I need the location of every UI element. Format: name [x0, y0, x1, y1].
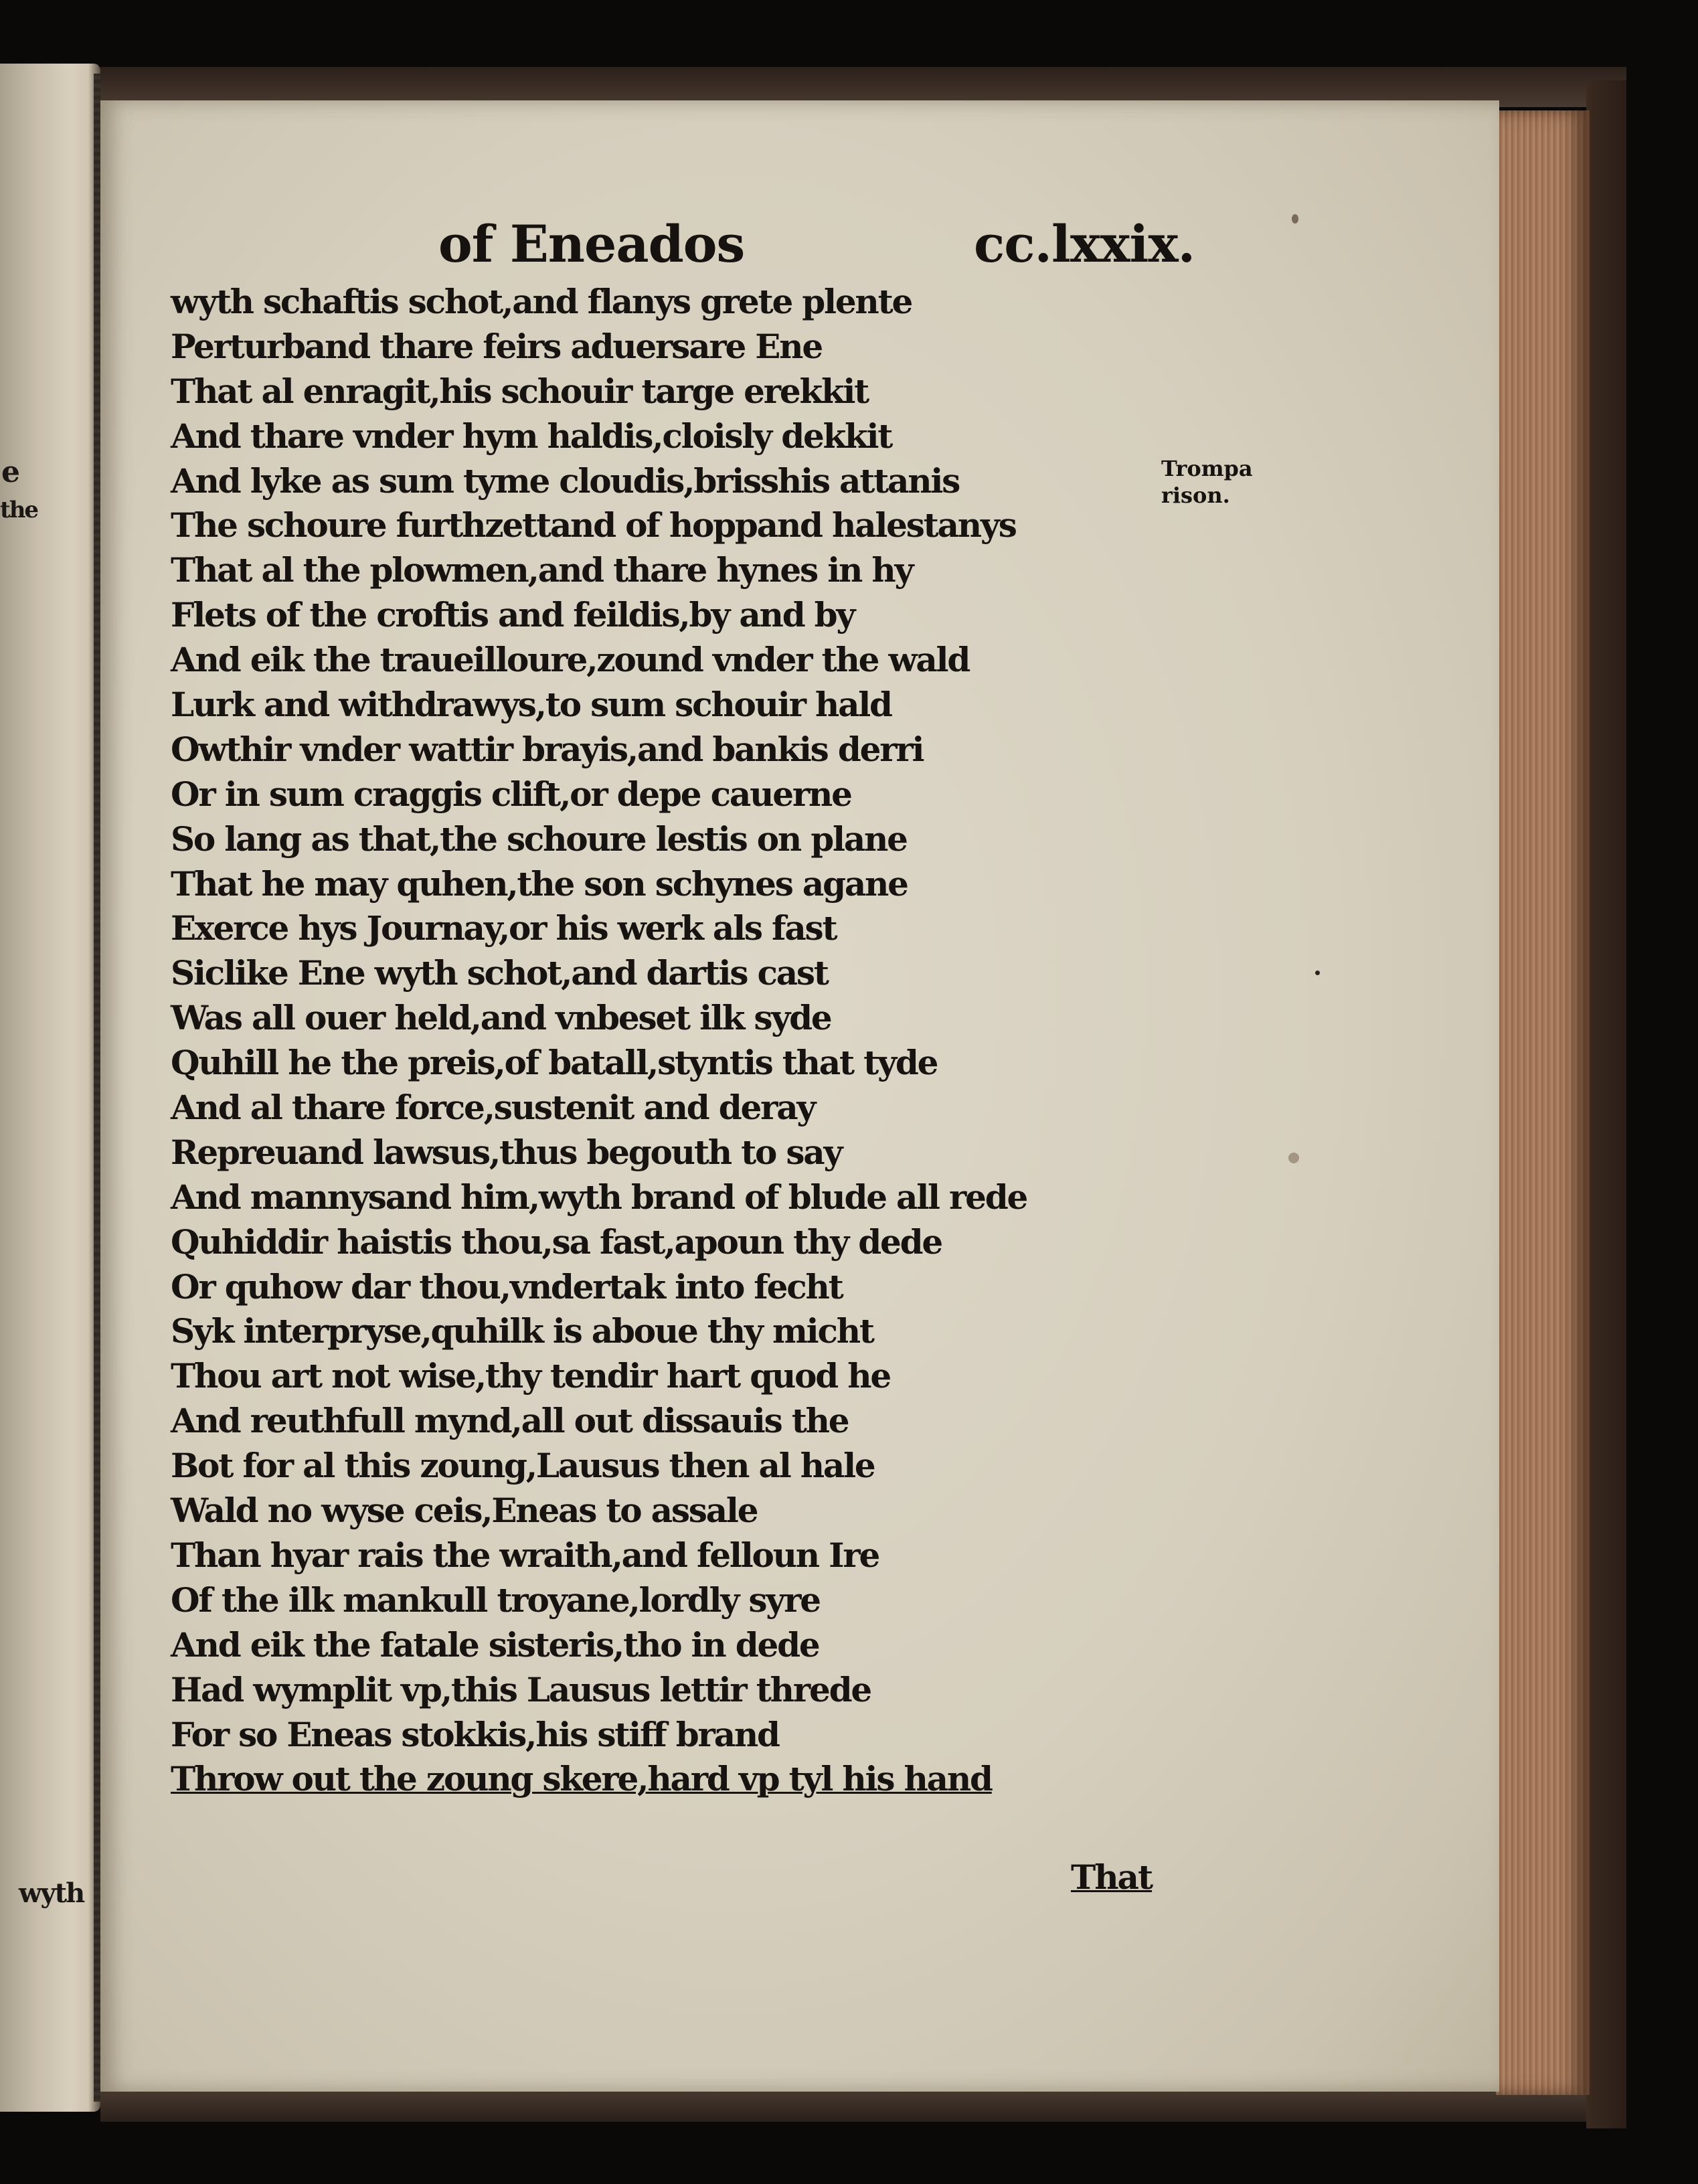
- verse-line: Lurk and withdrawys,to sum schouir hald: [171, 685, 892, 725]
- verse-line: Throw out the zoung skere,hard vp tyl his hand: [171, 1759, 992, 1799]
- facing-page-left: [0, 64, 100, 2112]
- verse-line: And lyke as sum tyme cloudis,brisshis attanis: [171, 460, 960, 501]
- verse-line: Or in sum craggis clift,or depe cauerne: [171, 774, 851, 814]
- verse-line: And reuthfull mynd,all out dissauis the: [171, 1401, 849, 1441]
- verse-line: For so Eneas stokkis,his stiff brand: [171, 1714, 779, 1754]
- page-fore-edge: [1496, 110, 1590, 2095]
- verse-line: And al thare force,sustenit and deray: [171, 1088, 815, 1128]
- verse-line: Was all ouer held,and vnbeset ilk syde: [171, 998, 831, 1038]
- paper-speck: [1292, 214, 1298, 224]
- verse-line: Quhiddir haistis thou,sa fast,apoun thy dede: [171, 1222, 942, 1262]
- verse-line: Siclike Ene wyth schot,and dartis cast: [171, 953, 828, 993]
- verse-line: Bot for al this zoung,Lausus then al hale: [171, 1446, 875, 1486]
- book-cover-edge: [1586, 80, 1626, 2128]
- verse-line: That he may quhen,the son schynes agane: [171, 863, 908, 904]
- left-page-fragment: e: [1, 455, 19, 489]
- margin-note: [1161, 455, 1282, 509]
- verse-line: That al the plowmen,and thare hynes in hy: [171, 550, 913, 590]
- verse-line: wyth schaftis schot,and flanys grete plente: [171, 282, 912, 321]
- verse-line: And thare vnder hym haldis,cloisly dekkit: [171, 416, 892, 456]
- verse-line: Exerce hys Journay,or his werk als fast: [171, 908, 837, 948]
- verse-line: So lang as that,the schoure lestis on plane: [171, 819, 907, 859]
- margin-note-line: rison.: [1161, 483, 1230, 508]
- verse-line: Perturband thare feirs aduersare Ene: [171, 326, 822, 366]
- binding-bottom: [100, 2088, 1626, 2122]
- left-page-fragment: the: [0, 497, 38, 523]
- margin-note-line: Trompa: [1161, 456, 1253, 481]
- verse-line: That al enragit,his schouir targe erekkit: [171, 371, 869, 411]
- verse-line: Of the ilk mankull troyane,lordly syre: [171, 1580, 820, 1620]
- verse-line: Repreuand lawsus,thus begouth to say: [171, 1132, 842, 1172]
- running-title: of Eneados: [438, 214, 745, 274]
- verse-line: And eik the fatale sisteris,tho in dede: [171, 1624, 819, 1665]
- verse-line: And eik the traueilloure,zound vnder the wald: [171, 640, 970, 680]
- verse-line: The schoure furthzettand of hoppand halestanys: [171, 505, 1016, 545]
- verse-line: Or quhow dar thou,vndertak into fecht: [171, 1266, 843, 1307]
- verse-line: Syk interpryse,quhilk is aboue thy micht: [171, 1311, 873, 1351]
- verse-line: Flets of the croftis and feildis,by and by: [171, 595, 855, 635]
- verse-line: Wald no wyse ceis,Eneas to assale: [171, 1491, 758, 1531]
- paper-speck: [1315, 971, 1320, 975]
- verse-line: Had wymplit vp,this Lausus lettir threde: [171, 1669, 871, 1709]
- verse-line: Quhill he the preis,of batall,styntis that tyde: [171, 1043, 938, 1083]
- paper-speck: [1288, 1153, 1299, 1163]
- verse-line: Than hyar rais the wraith,and felloun Ire: [171, 1535, 879, 1575]
- verse-line: And mannysand him,wyth brand of blude all rede: [171, 1177, 1027, 1217]
- verse-line: Thou art not wise,thy tendir hart quod he: [171, 1356, 890, 1396]
- folio-number: cc.lxxix.: [974, 214, 1195, 274]
- left-page-fragment: wyth: [19, 1877, 84, 1909]
- verse-line: Owthir vnder wattir brayis,and bankis derri: [171, 729, 924, 769]
- verse-text-block: [171, 280, 1027, 1802]
- catchword: That: [1071, 1857, 1153, 1897]
